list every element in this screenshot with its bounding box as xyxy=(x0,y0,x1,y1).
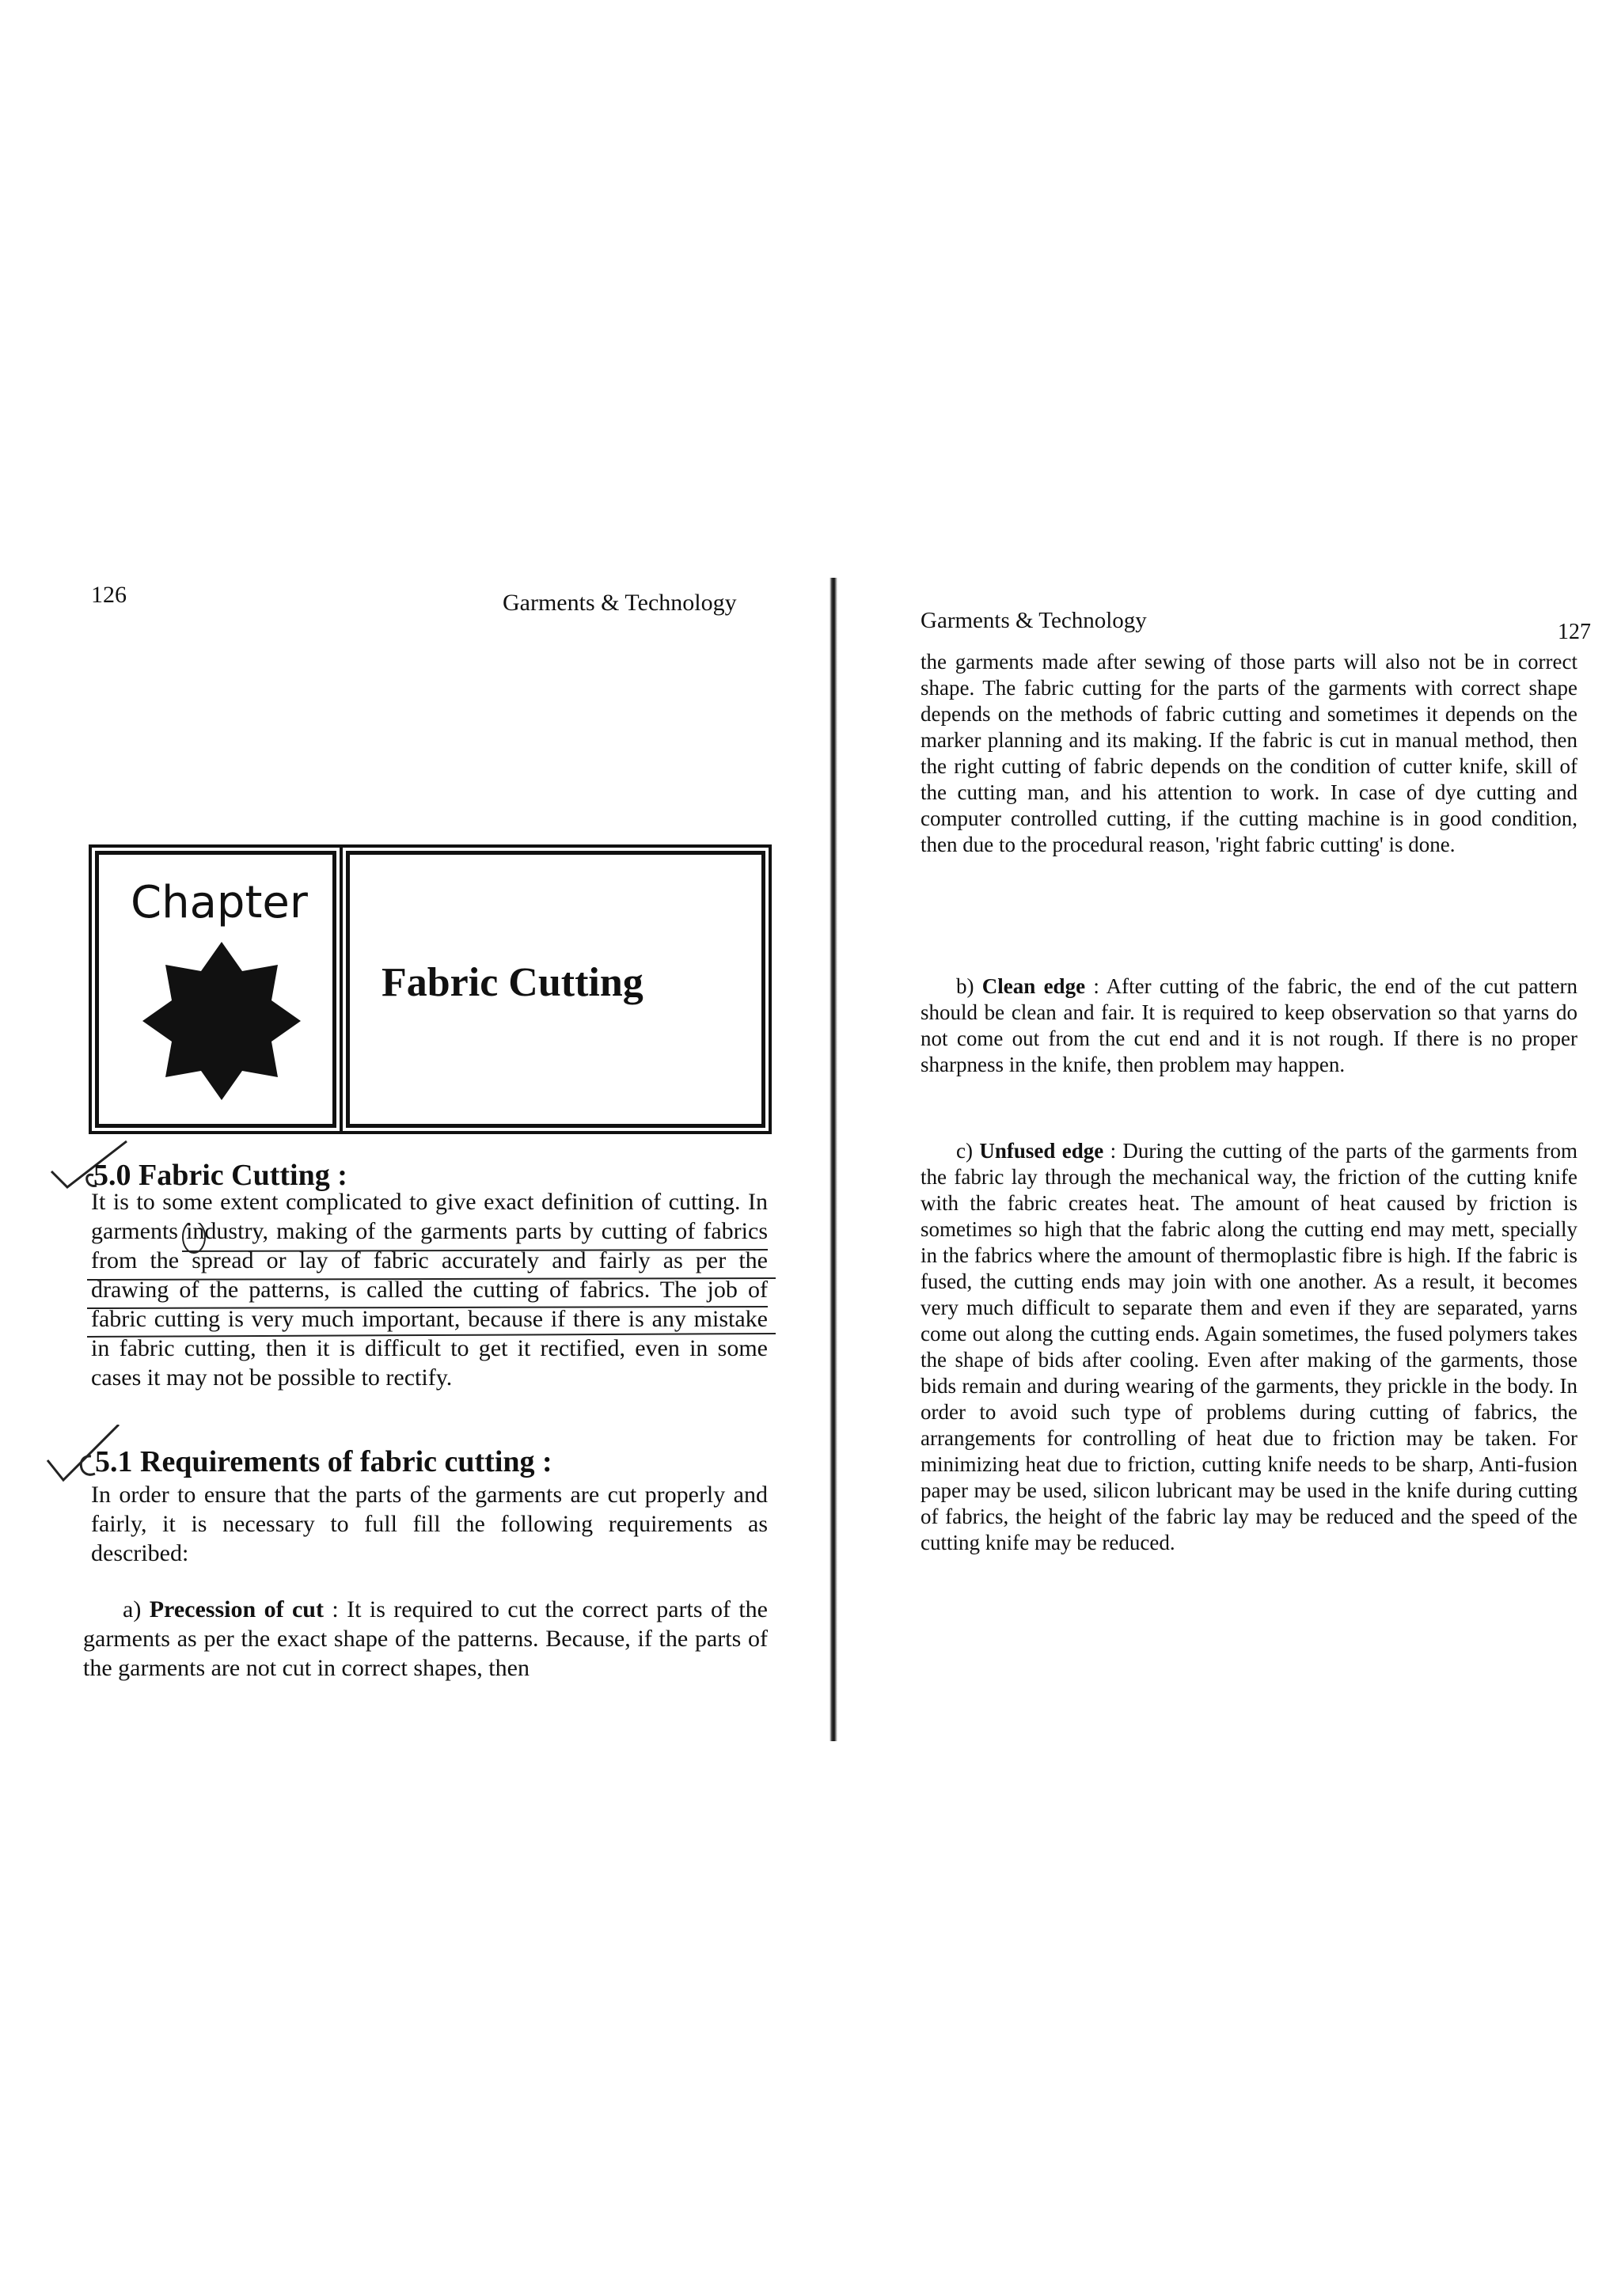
item-c-label: c) xyxy=(956,1139,980,1163)
chapter-title: Fabric Cutting xyxy=(382,960,643,1005)
item-b-paragraph xyxy=(921,973,1577,1078)
continuation-paragraph xyxy=(921,649,1577,858)
item-a-paragraph xyxy=(83,1595,768,1683)
section-5-0-heading: 5.0 Fabric Cutting : xyxy=(93,1159,347,1192)
running-head-left: Garments & Technology xyxy=(503,590,737,616)
chapter-title-box xyxy=(346,851,765,1128)
handwritten-underlines xyxy=(87,1223,784,1349)
section-5-0-text: It is to some extent complicated to give exact definition of cutting. In garments industry, making of the garments parts by cutting of fabrics from the spread or lay of fabric accurately and fairly as per the drawing of the patterns, is called the cutting of fabrics. The job of fabric cutting is very much important, because if there is any mistake in fabric cutting, then it is difficult to get it rectified, even in some cases it may not be possible to rectify. xyxy=(91,1189,768,1391)
item-c-title: Unfused edge xyxy=(979,1139,1104,1163)
item-a-text: : It is required to cut the correct parts of the garments as per the exact shape of the patterns. Because, if the parts of the garments are not cut in correct shapes, then xyxy=(83,1596,768,1681)
section-5-1-heading: 5.1 Requirements of fabric cutting : xyxy=(95,1445,552,1478)
running-head-right: Garments & Technology xyxy=(921,608,1147,633)
item-b-title: Clean edge xyxy=(981,974,1086,998)
item-a-label: a) xyxy=(123,1596,150,1622)
book-gutter xyxy=(829,578,837,1741)
chapter-label: Chapter xyxy=(131,877,308,928)
page-number-right: 127 xyxy=(1558,620,1591,644)
item-a-title: Precession of cut xyxy=(149,1596,324,1622)
continuation-text: the garments made after sewing of those parts will also not be in correct shape. The fabric cutting for the parts of the garments with correct shape depends on the methods of fabric cutting and sometimes it depends on the marker planning and its making. If the fabric is cut in manual method, then the right cutting of fabric depends on the condition of cutter knife, skill of the cutting man, and his attention to work. In case of dye cutting and computer controlled cutting, if the cutting machine is in good condition, then due to the procedural reason, 'right fabric cutting' is done. xyxy=(921,650,1577,856)
item-b-text: : After cutting of the fabric, the end of the cut pattern should be clean and fair. It is required to keep observation so that yarns do not come out from the cut end and it is not rough. If there is no proper sharpness in the knife, then problem may happen. xyxy=(921,974,1578,1076)
star-ornament-icon xyxy=(142,942,301,1100)
item-b-label: b) xyxy=(956,974,982,998)
chapter-box xyxy=(95,851,336,1128)
right-page xyxy=(847,0,1621,2296)
item-c-paragraph xyxy=(921,1138,1577,1556)
page-number-left: 126 xyxy=(91,582,127,608)
section-5-1-paragraph xyxy=(91,1480,768,1568)
section-5-1-text: In order to ensure that the parts of the garments are cut properly and fairly, it is necessary to full fill the following requirements as described: xyxy=(91,1482,768,1566)
item-c-text: : During the cutting of the parts of the garments from the fabric lay through the mechanical way, the friction of the cutting knife with the fabric creates heat. The amount of heat caused by friction is sometimes so high that the fabric along the cutting end may mett, specially in the fabrics where the amount of thermoplastic fibre is high. If the fabric is fused, the cutting ends may join with one another. As a result, it becomes very much difficult to separate them and even if they are separated, yarns come out along the cutting ends. Again sometimes, the fused polymers takes the shape of bids after cooling. Even after making of the garments, those bids remain and during wearing of the garments, they prickle in the body. In order to avoid such type of problems during cutting of fabrics, the arrangements for controlling of heat due to friction may be taken. For minimizing heat due to friction, cutting knife needs to be sharp, Anti-fusion paper may be used, silicon lubricant may be used in the knife during cutting of fabrics, the height of the fabric lay may be reduced and the speed of the cutting knife may be reduced. xyxy=(921,1139,1578,1554)
